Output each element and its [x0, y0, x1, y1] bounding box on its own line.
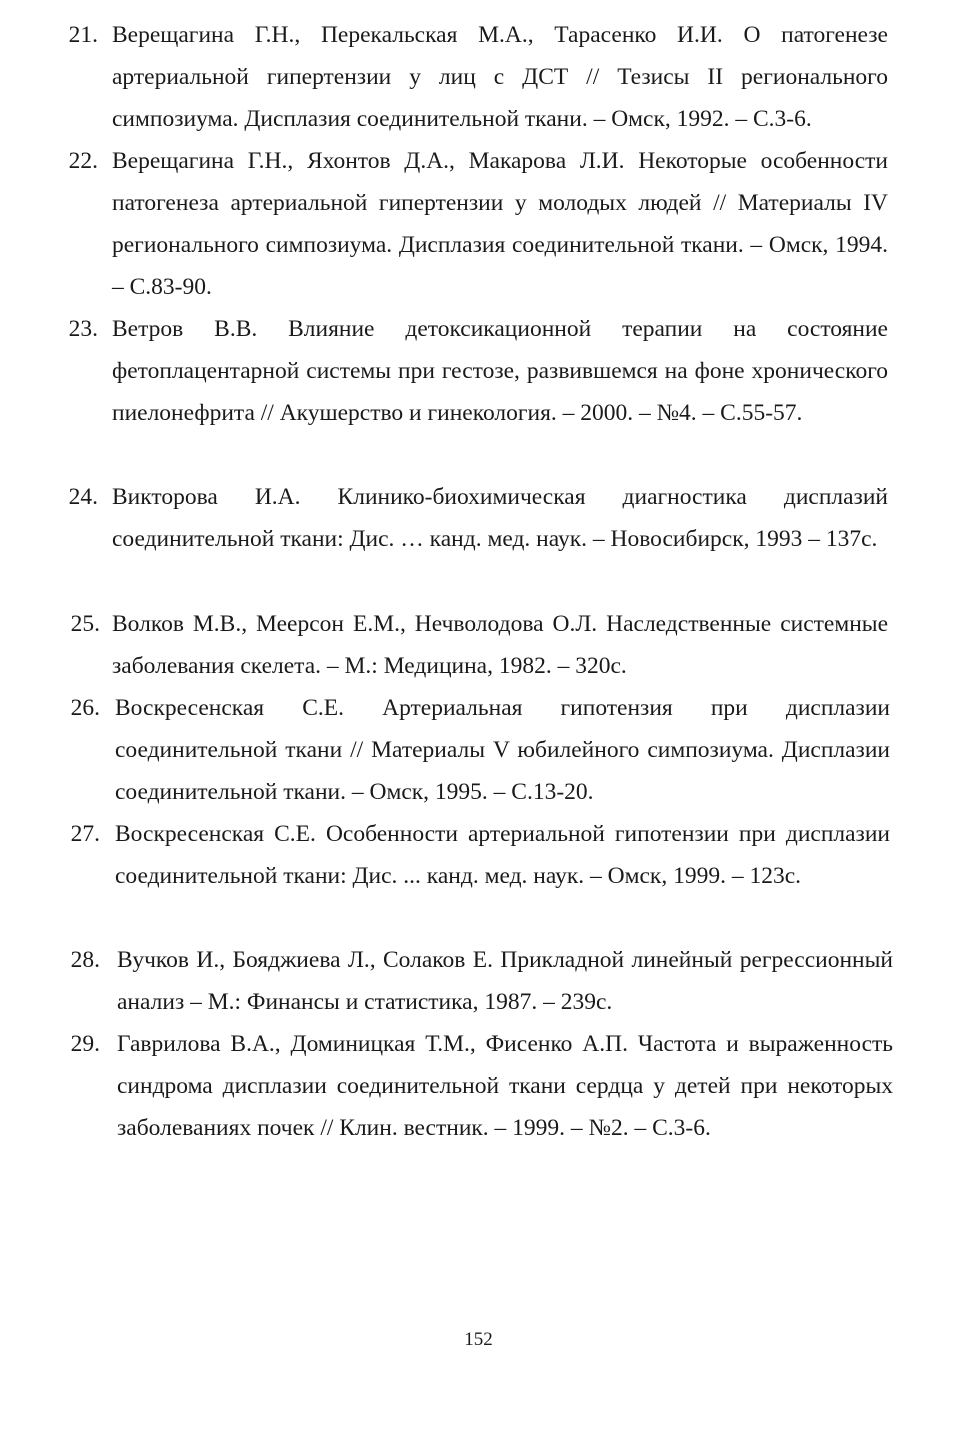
- reference-text: Вучков И., Бояджиева Л., Солаков Е. Прикладной линейный регрессионный анализ – М.: Финансы и статистика, 1987. – 239с.: [117, 947, 893, 1015]
- reference-number: 25.: [70, 611, 100, 637]
- reference-number: 26.: [70, 695, 100, 721]
- page-number: 152: [464, 1329, 493, 1350]
- reference-number: 28.: [70, 947, 100, 973]
- reference-number: 23.: [68, 316, 98, 342]
- reference-number: 24.: [68, 484, 98, 510]
- reference-text: Верещагина Г.Н., Яхонтов Д.А., Макарова Л.И. Некоторые особенности патогенеза артериальной гипертензии у молодых людей // Материалы IV регионального симпозиума. Дисплазия соединительной ткани. – Омск, 1994. – С.83-90.: [112, 148, 888, 300]
- reference-text: Викторова И.А. Клинико-биохимическая диагностика дисплазий соединительной ткани: Дис. … канд. мед. наук. – Новосибирск, 1993 – 137с.: [112, 484, 888, 552]
- reference-number: 27.: [70, 821, 100, 847]
- reference-number: 22.: [68, 148, 98, 174]
- reference-text: Ветров В.В. Влияние детоксикационной терапии на состояние фетоплацентарной системы при гестозе, развившемся на фоне хронического пиелонефрита // Акушерство и гинекология. – 2000. – №4. – С.55-57.: [112, 316, 888, 426]
- reference-text: Верещагина Г.Н., Перекальская М.А., Тарасенко И.И. О патогенезе артериальной гипертензии у лиц с ДСТ // Тезисы II регионального симпозиума. Дисплазия соединительной ткани. – Омск, 1992. – С.3-6.: [112, 22, 888, 132]
- reference-number: 29.: [70, 1031, 100, 1057]
- reference-text: Гаврилова В.А., Доминицкая Т.М., Фисенко А.П. Частота и выраженность синдрома дисплазии соединительной ткани сердца у детей при некоторых заболеваниях почек // Клин. вестник. – 1999. – №2. – С.3-6.: [117, 1031, 893, 1141]
- reference-number: 21.: [68, 22, 98, 48]
- reference-text: Воскресенская С.Е. Артериальная гипотензия при дисплазии соединительной ткани // Материалы V юбилейного симпозиума. Дисплазии соединительной ткани. – Омск, 1995. – С.13-20.: [115, 695, 890, 805]
- reference-text: Волков М.В., Меерсон Е.М., Нечволодова О.Л. Наследственные системные заболевания скелета. – М.: Медицина, 1982. – 320с.: [112, 611, 888, 679]
- reference-text: Воскресенская С.Е. Особенности артериальной гипотензии при дисплазии соединительной ткани: Дис. ... канд. мед. наук. – Омск, 1999. – 123с.: [115, 821, 890, 889]
